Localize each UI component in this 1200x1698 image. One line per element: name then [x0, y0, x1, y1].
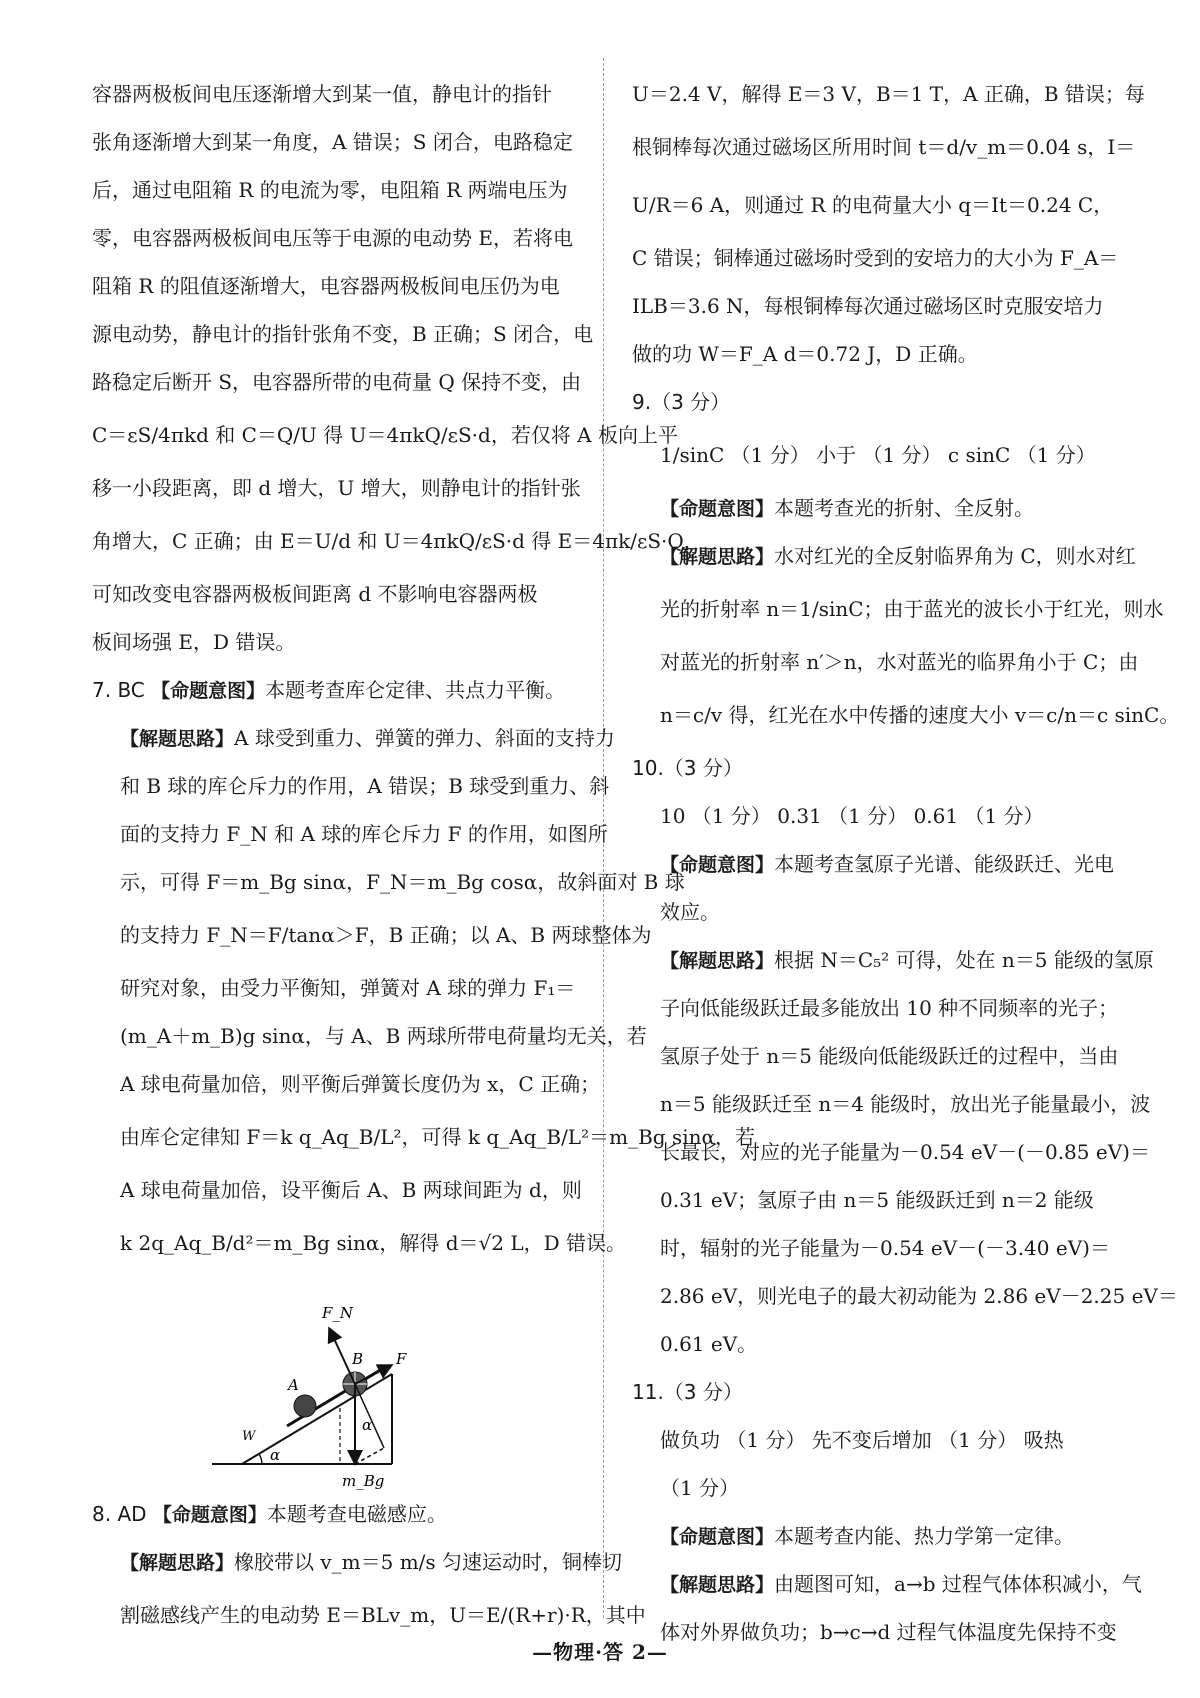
text-line: 路稳定后断开 S，电容器所带的电荷量 Q 保持不变，由 [92, 370, 582, 394]
intent-text: 本题考查氢原子光谱、能级跃迁、光电 [774, 852, 1115, 876]
text-line: 可知改变电容器两极板间距离 d 不影响电容器两极 [92, 582, 538, 606]
text-line: 张角逐渐增大到某一角度，A 错误；S 闭合，电路稳定 [92, 130, 573, 154]
text-line: 0.31 eV；氢原子由 n＝5 能级跃迁到 n＝2 能级 [660, 1188, 1094, 1212]
question-number: 8. AD [92, 1502, 147, 1526]
text-line: 示，可得 F＝m_Bg sinα，F_N＝m_Bg cosα，故斜面对 B 球 [120, 870, 685, 894]
force-diagram [212, 1278, 472, 1490]
formula-line: n＝c/v 得，红光在水中传播的速度大小 v＝c/n＝c sinC。 [660, 703, 1180, 727]
angle-arc [259, 1454, 262, 1464]
intent-tag: 【命题意图】 [152, 1504, 267, 1526]
right-column [632, 70, 1180, 1656]
text-line: A 球电荷量加倍，设平衡后 A、B 两球间距为 d，则 [120, 1178, 582, 1202]
intent-text: 本题考查库仑定律、共点力平衡。 [265, 678, 566, 702]
text-line: 阻箱 R 的阻值逐渐增大，电容器两极板间电压仍为电 [92, 274, 560, 298]
intent-tag: 【命题意图】 [660, 1526, 775, 1548]
formula-line: 根铜棒每次通过磁场区所用时间 t＝d/v_m＝0.04 s，I＝ [632, 135, 1136, 159]
intent-text: 本题考查电磁感应。 [266, 1502, 447, 1526]
text-line: 做的功 W＝F_A d＝0.72 J，D 正确。 [632, 342, 978, 366]
text-line: U＝2.4 V，解得 E＝3 V，B＝1 T，A 正确，B 错误；每 [632, 82, 1145, 106]
intent-text: 本题考查内能、热力学第一定律。 [774, 1524, 1075, 1548]
answer-line: （1 分） [660, 1476, 740, 1500]
text-line: 体对外界做负功；b→c→d 过程气体温度先保持不变 [660, 1620, 1117, 1644]
text-line: 移一小段距离，即 d 增大，U 增大，则静电计的指针张 [92, 476, 581, 500]
solution-line [632, 532, 1136, 580]
label-mg: m_Bg [342, 1472, 385, 1490]
question-9-header: 9.（3 分） [632, 390, 731, 414]
solution-text: A 球受到重力、弹簧的弹力、斜面的支持力 [234, 726, 615, 750]
text-line: 0.61 eV。 [660, 1332, 758, 1356]
text-line: ILB＝3.6 N，每根铜棒每次通过磁场区时克服安培力 [632, 294, 1104, 318]
text-line: 对蓝光的折射率 n′＞n，水对蓝光的临界角小于 C；由 [660, 650, 1139, 674]
text-line: 面的支持力 F_N 和 A 球的库仑斥力 F 的作用，如图所 [120, 822, 608, 846]
label-a: A [288, 1376, 299, 1394]
label-alpha-inner: α [362, 1416, 373, 1434]
label-fn: F_N [322, 1304, 354, 1322]
text-line: 效应。 [660, 900, 720, 924]
text-line: 零，电容器两极板间电压等于电源的电动势 E，若将电 [92, 226, 573, 250]
text-line: 研究对象，由受力平衡知，弹簧对 A 球的弹力 F₁＝ [120, 976, 576, 1000]
solution-line [92, 714, 615, 762]
text-line: 长最长，对应的光子能量为－0.54 eV－(－0.85 eV)＝ [660, 1140, 1150, 1164]
text-line: A 球电荷量加倍，则平衡后弹簧长度仍为 x，C 正确； [120, 1072, 601, 1096]
answer-line: 1/sinC （1 分） 小于 （1 分） c sinC （1 分） [660, 443, 1096, 467]
text-line: 和 B 球的库仑斥力的作用，A 错误；B 球受到重力、斜 [120, 774, 610, 798]
text-line: 后，通过电阻箱 R 的电流为零，电阻箱 R 两端电压为 [92, 178, 568, 202]
intent-line [632, 840, 1124, 888]
formula-line: U/R＝6 A，则通过 R 的电荷量大小 q＝It＝0.24 C， [632, 193, 1114, 217]
label-f: F [396, 1350, 407, 1368]
intent-text: 本题考查光的折射、全反射。 [774, 496, 1035, 520]
solution-text: 根据 N＝C₅² 可得，处在 n＝5 能级的氢原 [774, 948, 1154, 972]
question-10-header: 10.（3 分） [632, 756, 743, 780]
solution-line [92, 1538, 623, 1586]
solution-tag: 【解题思路】 [660, 546, 775, 568]
question-8-header [92, 1490, 580, 1538]
label-alpha: α [270, 1446, 281, 1464]
text-line: 2.86 eV，则光电子的最大初动能为 2.86 eV－2.25 eV＝ [660, 1284, 1178, 1308]
solution-line [632, 1560, 1142, 1608]
intent-tag: 【命题意图】 [660, 498, 775, 520]
solution-tag: 【解题思路】 [660, 950, 775, 972]
formula-line: C＝εS/4πkd 和 C＝Q/U 得 U＝4πkQ/εS·d，若仅将 A 板向上平 [92, 423, 678, 447]
text-line: C 错误；铜棒通过磁场时受到的安培力的大小为 F_A＝ [632, 246, 1119, 270]
formula-line: 角增大，C 正确；由 E＝U/d 和 U＝4πkQ/εS·d 得 E＝4πk/εS·Q， [92, 529, 704, 553]
intent-line [632, 484, 1124, 532]
text-line: 子向低能级跃迁最多能放出 10 种不同频率的光子； [660, 996, 1119, 1020]
solution-text: 由题图可知，a→b 过程气体体积减小，气 [774, 1572, 1142, 1596]
question-number: 7. BC [92, 678, 145, 702]
answer-line: 做负功 （1 分） 先不变后增加 （1 分） 吸热 [660, 1428, 1064, 1452]
solution-tag: 【解题思路】 [660, 1574, 775, 1596]
text-line: n＝5 能级跃迁至 n＝4 能级时，放出光子能量最小，波 [660, 1092, 1151, 1116]
text-line: (m_A＋m_B)g sinα，与 A、B 两球所带电荷量均无关，若 [120, 1024, 647, 1048]
question-11-header: 11.（3 分） [632, 1380, 743, 1404]
intent-tag: 【命题意图】 [660, 854, 775, 876]
question-7-header [92, 666, 580, 714]
text-line: 源电动势，静电计的指针张角不变，B 正确；S 闭合，电 [92, 322, 594, 346]
intent-tag: 【命题意图】 [151, 680, 266, 702]
formula-line: 割磁感线产生的电动势 E＝BLv_m，U＝E/(R+r)·R，其中 [120, 1603, 646, 1627]
solution-text: 橡胶带以 v_m＝5 m/s 匀速运动时，铜棒切 [234, 1550, 623, 1574]
ball-a [294, 1395, 316, 1417]
solution-tag: 【解题思路】 [120, 1552, 235, 1574]
page-footer: —物理·答 2— [532, 1640, 668, 1664]
text-line: 板间场强 E，D 错误。 [92, 630, 296, 654]
text-line: 容器两极板间电压逐渐增大到某一值，静电计的指针 [92, 82, 552, 106]
formula-line: k 2q_Aq_B/d²＝m_Bg sinα，解得 d＝√2 L，D 错误。 [120, 1231, 627, 1255]
label-w: W [242, 1429, 256, 1444]
solution-tag: 【解题思路】 [120, 728, 235, 750]
formula-line: 由库仑定律知 F＝k q_Aq_B/L²，可得 k q_Aq_B/L²＝m_Bg sinα，若 [120, 1125, 755, 1149]
formula-line: 光的折射率 n＝1/sinC；由于蓝光的波长小于红光，则水 [660, 597, 1164, 621]
force-diagram-svg [212, 1278, 472, 1490]
formula-line: 的支持力 F_N＝F/tanα＞F，B 正确；以 A、B 两球整体为 [120, 923, 652, 947]
solution-line [632, 936, 1154, 984]
text-line: 氢原子处于 n＝5 能级向低能级跃迁的过程中，当由 [660, 1044, 1119, 1068]
label-b: B [352, 1350, 364, 1368]
text-line: 时，辐射的光子能量为－0.54 eV－(－3.40 eV)＝ [660, 1236, 1110, 1260]
dashed-line-1 [355, 1448, 384, 1464]
answer-line: 10 （1 分） 0.31 （1 分） 0.61 （1 分） [660, 804, 1044, 828]
solution-text: 水对红光的全反射临界角为 C，则水对红 [774, 544, 1136, 568]
intent-line [632, 1512, 1124, 1560]
